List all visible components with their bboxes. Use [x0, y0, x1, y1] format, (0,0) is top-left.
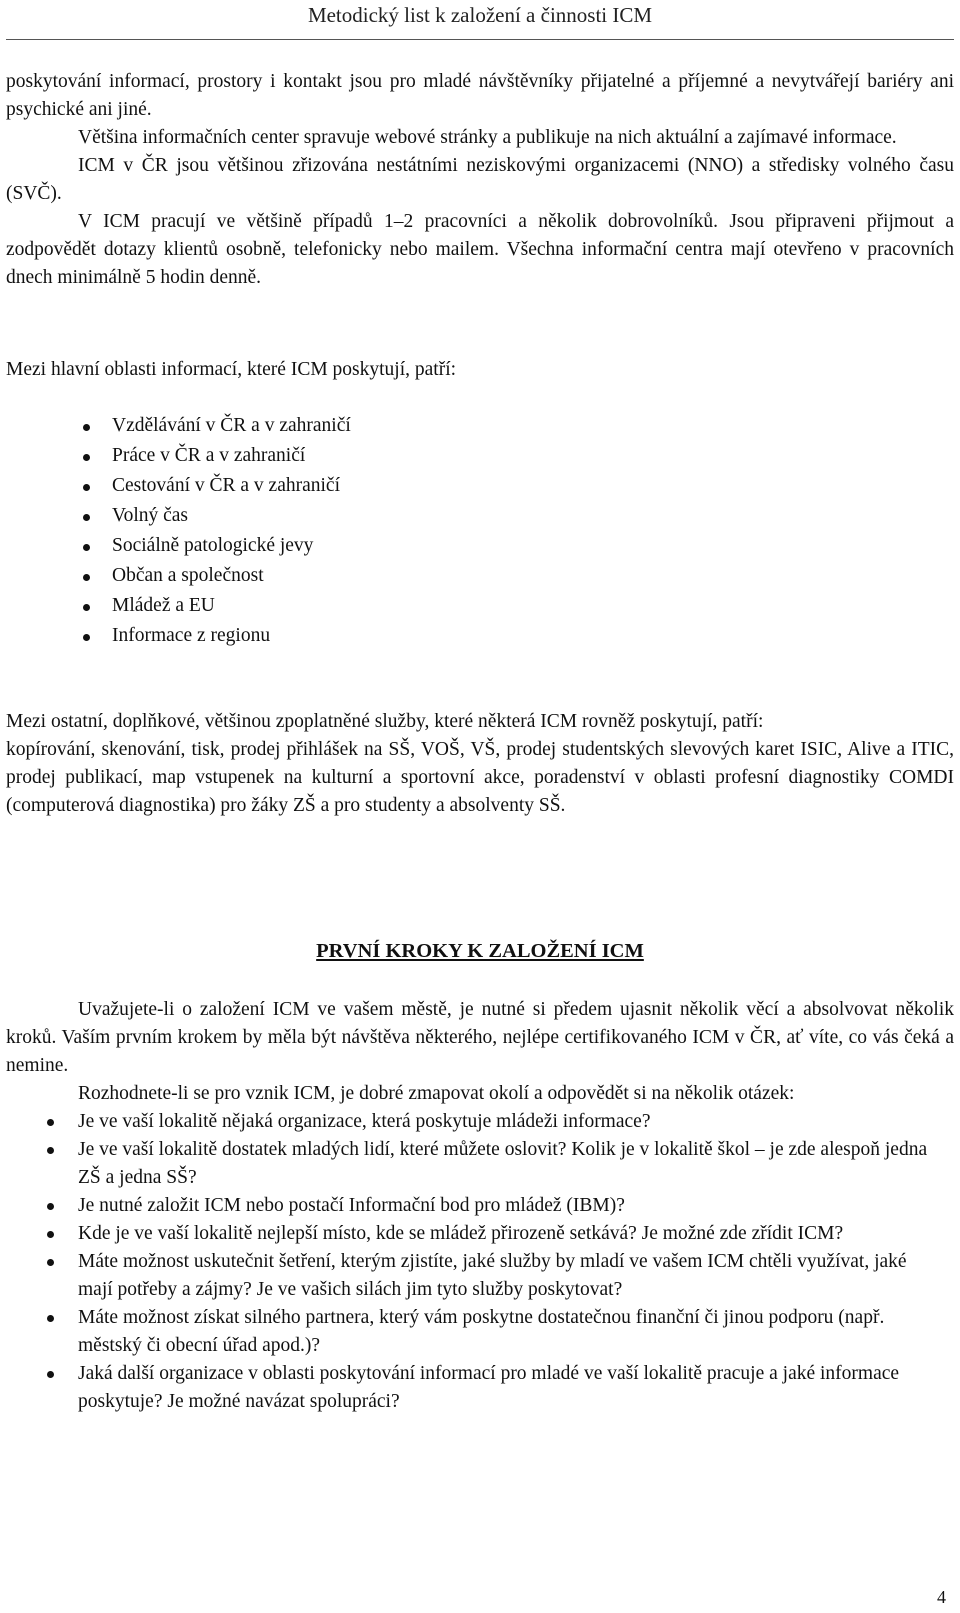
steps-paragraph-1: Uvažujete-li o založení ICM ve vašem městě, je nutné si předem ujasnit několik věcí a absolvovat několik kroků. Vaším prvním krokem by měla být návštěva některého, nejlépe certifikovaného ICM v ČR, ať víte, co vás čeká a nemine.: [6, 999, 954, 1076]
services-intro: Mezi ostatní, doplňkové, většinou zpoplatněné služby, které některá ICM rovněž poskytují, patří:: [6, 711, 764, 732]
bullet-icon: [83, 454, 90, 461]
bullet-icon: [47, 1203, 54, 1210]
intro-paragraph-4: V ICM pracují ve většině případů 1–2 pracovníci a několik dobrovolníků. Jsou připraveni přijmout a zodpovědět dotazy klientů osobně, telefonicky nebo mailem. Všechna informační centra mají otevřeno v pracovních dnech minimálně 5 hodin denně.: [6, 211, 954, 288]
bullet-icon: [47, 1315, 54, 1322]
list-item: Máte možnost uskutečnit šetření, kterým zjistíte, jaké služby by mladí ve vašem ICM chtěli využívat, jaké mají potřeby a zájmy? Je ve vašich silách jim tyto služby poskytovat?: [6, 1248, 954, 1304]
list-item: Volný čas: [6, 502, 954, 532]
bullet-icon: [83, 484, 90, 491]
bullet-icon: [47, 1259, 54, 1266]
bullet-icon: [83, 544, 90, 551]
list-item: Je ve vaší lokalitě dostatek mladých lidí, které můžete oslovit? Kolik je v lokalitě škol – je zde alespoň jedna ZŠ a jedna SŠ?: [6, 1136, 954, 1192]
areas-list: [6, 412, 954, 652]
bullet-icon: [47, 1231, 54, 1238]
list-item: Mládež a EU: [6, 592, 954, 622]
questions-list: [6, 1108, 954, 1416]
list-item: Je nutné založit ICM nebo postačí Informační bod pro mládež (IBM)?: [6, 1192, 954, 1220]
list-item: Cestování v ČR a v zahraničí: [6, 472, 954, 502]
first-steps-section: [6, 996, 954, 1416]
areas-list-container: [6, 412, 954, 652]
section-heading: PRVNÍ KROKY K ZALOŽENÍ ICM: [316, 940, 644, 962]
bullet-icon: [83, 424, 90, 431]
bullet-icon: [47, 1371, 54, 1378]
intro-section: [6, 68, 954, 292]
areas-intro: Mezi hlavní oblasti informací, které ICM poskytují, patří:: [6, 359, 457, 380]
list-item: Občan a společnost: [6, 562, 954, 592]
page-number: 4: [937, 1587, 946, 1607]
list-item: Jaká další organizace v oblasti poskytování informací pro mladé ve vaší lokalitě pracuje a jaké informace poskytuje? Je možné navázat spolupráci?: [6, 1360, 954, 1416]
steps-paragraph-2: Rozhodnete-li se pro vznik ICM, je dobré zmapovat okolí a odpovědět si na několik otázek:: [78, 1083, 795, 1104]
intro-paragraph-1: poskytování informací, prostory i kontakt jsou pro mladé návštěvníky přijatelné a příjemné a nevytvářejí bariéry ani psychické ani jiné.: [6, 71, 954, 120]
intro-paragraph-2: Většina informačních center spravuje webové stránky a publikuje na nich aktuální a zajímavé informace.: [78, 127, 897, 148]
running-header: Metodický list k založení a činnosti ICM: [307, 3, 653, 27]
bullet-icon: [83, 604, 90, 611]
list-item: Vzdělávání v ČR a v zahraničí: [6, 412, 954, 442]
list-item: Kde je ve vaší lokalitě nejlepší místo, kde se mládež přirozeně setkává? Je možné zde zřídit ICM?: [6, 1220, 954, 1248]
list-item: Je ve vaší lokalitě nějaká organizace, která poskytuje mládeži informace?: [6, 1108, 954, 1136]
list-item: Máte možnost získat silného partnera, který vám poskytne dostatečnou finanční či jinou podporu (např. městský či obecní úřad apod.)?: [6, 1304, 954, 1360]
services-text: kopírování, skenování, tisk, prodej přihlášek na SŠ, VOŠ, VŠ, prodej studentských slevových karet ISIC, Alive a ITIC, prodej publikací, map vstupenek na kulturní a sportovní akce, poradenství v oblasti profesní diagnostiky COMDI (computerová diagnostika) pro žáky ZŠ a pro studenty a absolventy SŠ.: [6, 739, 954, 816]
bullet-icon: [83, 634, 90, 641]
services-section: [6, 708, 954, 820]
list-item: Informace z regionu: [6, 622, 954, 652]
bullet-icon: [47, 1119, 54, 1126]
list-item: Sociálně patologické jevy: [6, 532, 954, 562]
bullet-icon: [47, 1147, 54, 1154]
bullet-icon: [83, 574, 90, 581]
header-rule: [6, 39, 954, 40]
intro-paragraph-3: ICM v ČR jsou většinou zřizována nestátními neziskovými organizacemi (NNO) a středisky volného času (SVČ).: [6, 155, 954, 204]
list-item: Práce v ČR a v zahraničí: [6, 442, 954, 472]
bullet-icon: [83, 514, 90, 521]
